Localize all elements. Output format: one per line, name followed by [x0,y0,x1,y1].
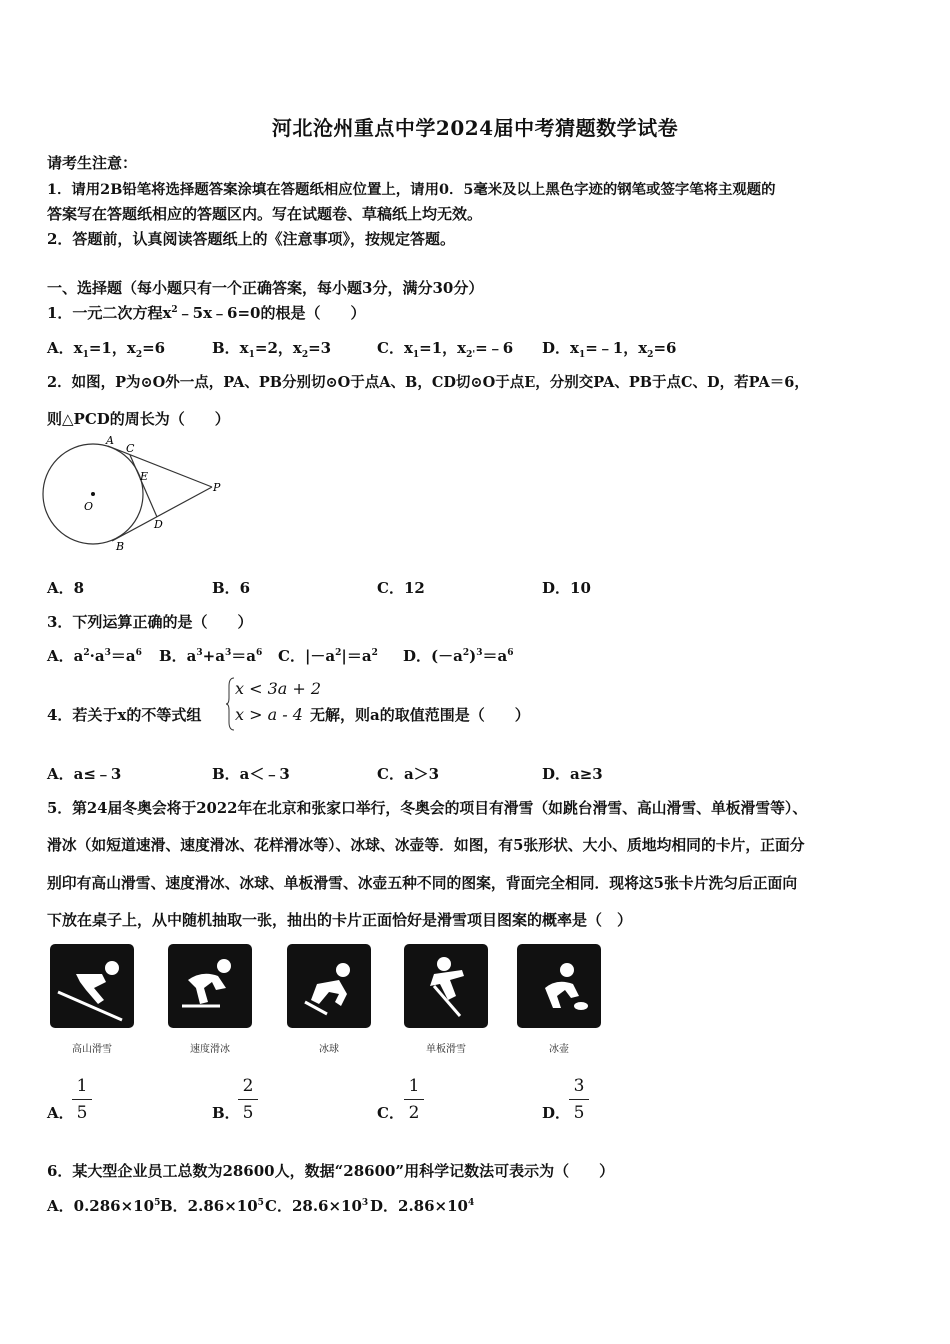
q6-option-b[interactable]: B．$2.86\times 10^5$ [160,1197,264,1215]
q5-option-d-label[interactable]: D． [542,1104,571,1122]
q2-option-d[interactable]: D．10 [542,579,591,597]
card-caption-4: 单板滑雪 [426,1044,466,1055]
q5-option-a-fraction[interactable]: 1 5 [72,1076,92,1123]
card-caption-2: 速度滑冰 [190,1044,230,1055]
card-caption-3: 冰球 [319,1044,339,1055]
q5-option-a-label[interactable]: A． [47,1104,74,1122]
notice-item-1-line-1: 1．请用2B铅笔将选择题答案涂填在答题纸相应位置上，请用0．5毫米及以上黑色字迹的钢笔或签字笔将主观题的 [47,181,776,198]
notice-item-1-line-2: 答案写在答题纸相应的答题区内。写在试题卷、草稿纸上均无效。 [47,205,483,223]
label-a: A [106,436,114,447]
tangent-circle-figure [40,436,230,556]
question-5-line-1: 5．第24届冬奥会将于2022年在北京和张家口举行，冬奥会的项目有滑雪（如跳台滑雪、高山滑雪、单板滑雪等）、 [47,800,808,817]
label-c: C [126,442,135,455]
q2-option-c[interactable]: C．12 [377,579,425,597]
inequality-2: x > a - 4 [235,705,303,724]
q1-option-b[interactable]: B．$x_1=2$，$x_2=3$ [212,339,332,360]
notice-item-2: 2．答题前，认真阅读答题纸上的《注意事项》，按规定答题。 [47,230,455,248]
q5-option-d-fraction[interactable]: 3 5 [569,1076,589,1123]
q4-option-a[interactable]: A．a≤﹣3 [47,765,122,783]
q5-option-b-label[interactable]: B． [212,1104,240,1122]
card-caption-5: 冰壶 [549,1044,569,1055]
ice-hockey-icon [287,944,371,1028]
q4-option-b[interactable]: B．a＜﹣3 [212,765,290,783]
speed-skating-icon [168,944,252,1028]
notice-heading: 请考生注意： [47,154,138,172]
label-d: D [154,518,163,531]
snowboard-card [404,944,488,1028]
curling-icon [517,944,601,1028]
page-title: 河北沧州重点中学2024届中考猜题数学试卷 [271,116,679,140]
snowboard-icon [404,944,488,1028]
question-5-line-3: 别印有高山滑雪、速度滑冰、冰球、单板滑雪、冰壶五种不同的图案，背面完全相同．现将这5张卡片洗匀后正面向 [47,875,798,892]
curling-card [517,944,601,1028]
q4-option-d[interactable]: D．a≥3 [542,765,603,783]
inequality-system [235,676,321,728]
question-2-line-1: 2．如图，P为⊙O外一点，PA、PB分别切⊙O于点A、B，CD切⊙O于点E，分别交PA、PB于点C、D，若PA＝6， [47,374,809,391]
tangent-pa [108,446,212,487]
q6-option-c[interactable]: C．$28.6\times 10^3$ [265,1197,369,1215]
label-b: B [116,540,125,553]
q3-option-d[interactable]: D．$(-a^2)^3=a^6$ [403,647,514,665]
q4-option-c[interactable]: C．a＞3 [377,765,440,783]
alpine-skiing-card [50,944,134,1028]
q3-option-a[interactable]: A．$a^2\cdot a^3=a^6$ [47,647,142,665]
label-e: E [140,470,149,483]
question-5-line-4: 下放在桌子上，从中随机抽取一张，抽出的卡片正面恰好是滑雪项目图案的概率是（ ） [47,911,633,929]
section-heading: 一、选择题（每小题只有一个正确答案，每小题3分，满分30分） [47,279,484,297]
q5-option-c-fraction[interactable]: 1 2 [404,1076,424,1123]
question-4-stem-b: 无解，则a的取值范围是（ ） [310,706,530,724]
card-caption-1: 高山滑雪 [72,1044,112,1055]
question-3-stem: 3．下列运算正确的是（ ） [47,613,253,631]
label-o: O [84,500,94,513]
q6-option-d[interactable]: D．$2.86\times 10^4$ [370,1197,475,1215]
q2-option-b[interactable]: B．6 [212,579,251,597]
q1-option-c[interactable]: C．$x_1=1$，$x_{2'}=﹣6$ [377,339,514,360]
q6-option-a[interactable]: A．$0.286\times 10^5$ [47,1197,161,1215]
q1-option-d[interactable]: D．$x_1=﹣1$，$x_2=6$ [542,339,677,360]
inequality-1: x < 3a + 2 [235,679,322,698]
question-1-stem: 1．一元二次方程$x^2﹣5x﹣6=0$的根是（ ） [47,304,366,322]
question-5-line-2: 滑冰（如短道速滑、速度滑冰、花样滑冰等）、冰球、冰壶等．如图，有5张形状、大小、质地均相同的卡片，正面分 [47,837,805,854]
q3-option-b[interactable]: B．$a^3+a^3=a^6$ [159,647,263,665]
question-2-line-2: 则△PCD的周长为（ ） [47,410,230,428]
label-p: P [213,481,221,494]
q3-option-c[interactable]: C．$|-a^2|=a^2$ [278,647,378,665]
ice-hockey-card [287,944,371,1028]
q5-option-b-fraction[interactable]: 2 5 [238,1076,258,1123]
q2-option-a[interactable]: A．8 [47,579,85,597]
alpine-skiing-icon [50,944,134,1028]
q5-option-c-label[interactable]: C． [377,1104,404,1122]
q1-option-a[interactable]: A．$x_1=1$，$x_2=6$ [47,339,166,360]
question-6-stem: 6．某大型企业员工总数为28600人，数据“28600”用科学记数法可表示为（ ） [47,1162,615,1180]
speed-skating-card [168,944,252,1028]
center-point [91,492,95,496]
question-4-stem-a: 4．若关于x的不等式组 [47,706,202,724]
tangent-pb [112,487,212,541]
